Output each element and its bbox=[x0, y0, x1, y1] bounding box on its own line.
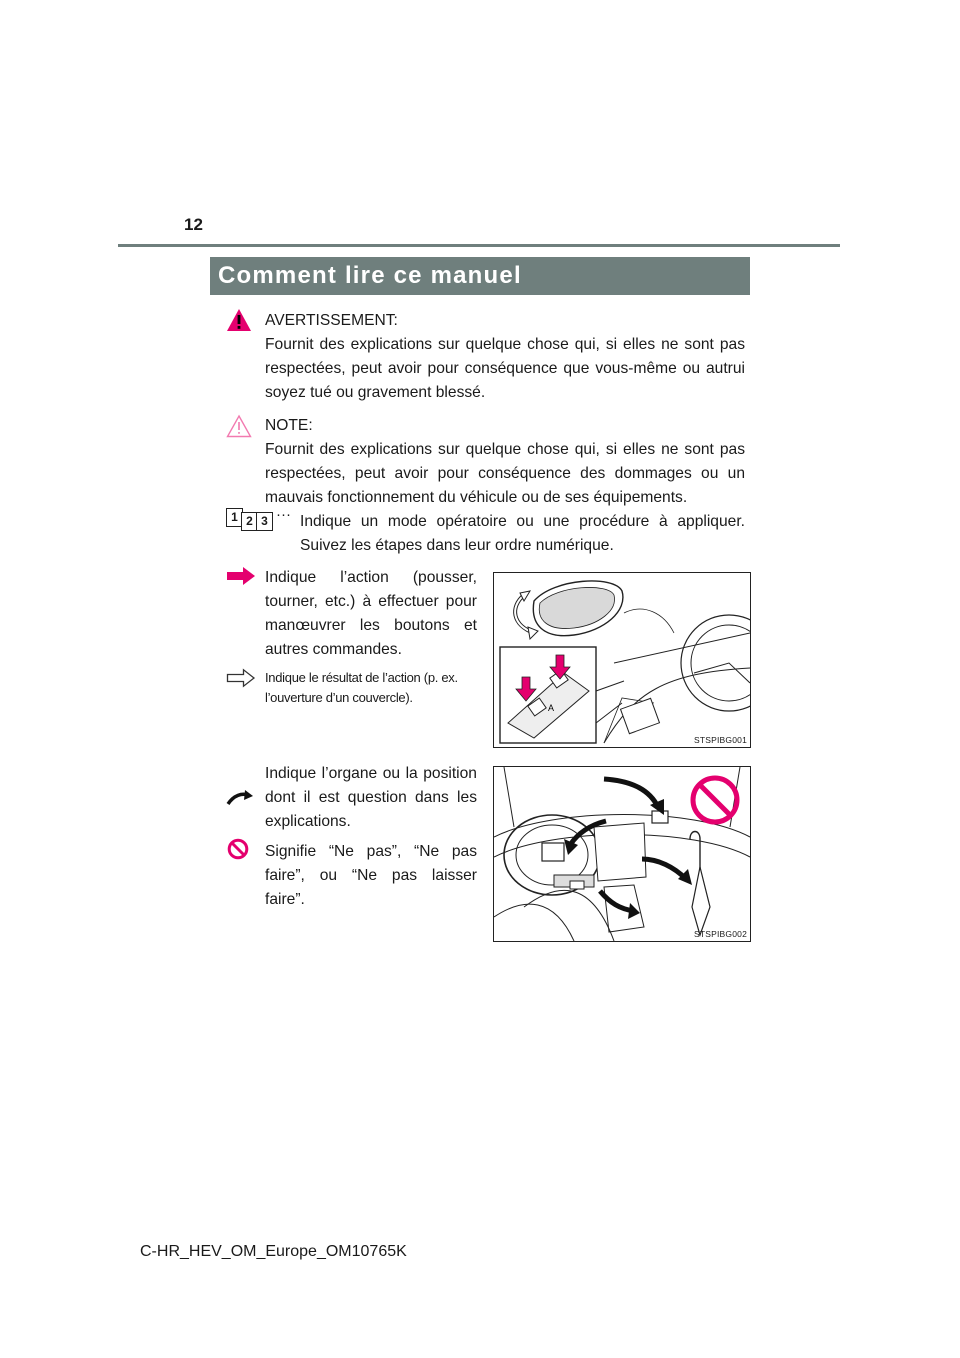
step-dots: ··· bbox=[276, 506, 291, 523]
action-arrow-icon bbox=[226, 566, 256, 586]
notice-heading: NOTE: bbox=[265, 417, 313, 434]
step-number-3: 3 bbox=[256, 512, 273, 531]
steps-text: Indique un mode opératoire ou une procédure à appliquer. Suivez les étapes dans leur ordre numérique. bbox=[300, 513, 745, 554]
step-number-1: 1 bbox=[226, 508, 243, 527]
warning-icon bbox=[226, 308, 252, 332]
figure-mirror-controls bbox=[493, 572, 751, 748]
prohibit-text: Signifie “Ne pas”, “Ne pas faire”, ou “Ne pas laisser faire”. bbox=[265, 843, 477, 908]
section-title: Comment lire ce manuel bbox=[210, 257, 750, 295]
result-arrow-icon bbox=[226, 668, 256, 688]
notice-text: Fournit des explications sur quelque chose qui, si elles ne sont pas respectées, peut avoir pour conséquence des dommages ou un mauvais fonctionnement du véhicule ou de ses équipements. bbox=[265, 441, 745, 506]
pointer-arrow-icon bbox=[226, 790, 254, 806]
dashboard-illustration bbox=[494, 767, 750, 941]
warning-block bbox=[265, 309, 745, 405]
figure-code-1: STSPIBG001 bbox=[693, 735, 747, 745]
action-text: Indique l’action (pousser, tourner, etc.) à effectuer pour manœuvrer les boutons et autres commandes. bbox=[265, 569, 477, 658]
figure-dashboard-prohibited bbox=[493, 766, 751, 942]
footer-code: C-HR_HEV_OM_Europe_OM10765K bbox=[140, 1243, 407, 1260]
mirror-illustration bbox=[494, 573, 750, 747]
caution-outline-icon bbox=[226, 414, 252, 438]
figure-label-a: A bbox=[548, 703, 555, 713]
pointer-text: Indique l’organe ou la position dont il est question dans les explications. bbox=[265, 765, 477, 830]
result-text: Indique le résultat de l’action (p. ex. l’ouverture d’un couvercle). bbox=[265, 670, 458, 705]
warning-heading: AVERTISSEMENT: bbox=[265, 312, 398, 329]
figure-code-2: STSPIBG002 bbox=[693, 929, 747, 939]
notice-block bbox=[265, 414, 745, 510]
warning-text: Fournit des explications sur quelque chose qui, si elles ne sont pas respectées, peut avoir pour conséquence que vous-même ou autrui soyez tué ou gravement blessé. bbox=[265, 336, 745, 401]
page-number: 12 bbox=[184, 215, 203, 234]
step-number-2: 2 bbox=[241, 512, 258, 531]
prohibit-icon bbox=[227, 838, 249, 860]
top-rule bbox=[118, 244, 840, 247]
